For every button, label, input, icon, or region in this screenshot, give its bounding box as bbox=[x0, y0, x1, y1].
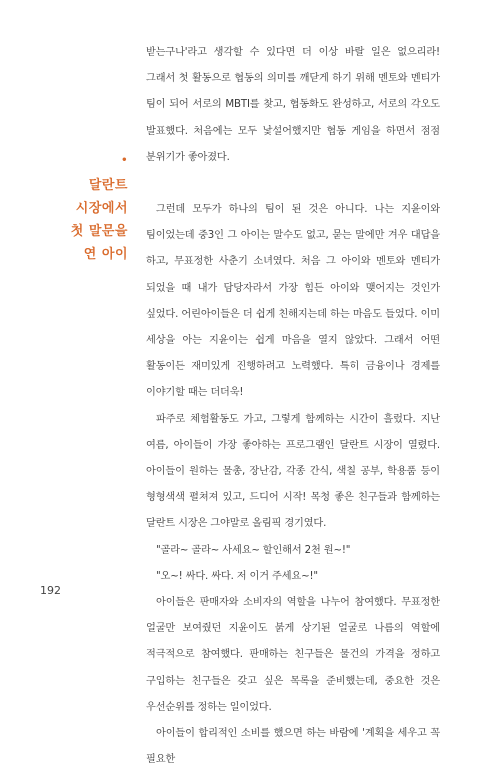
paragraph: 아이들이 합리적인 소비를 했으면 하는 바람에 '계획을 세우고 꼭 필요한 bbox=[146, 728, 440, 766]
dialogue-line: "오~! 싸다. 싸다. 저 이거 주세요~!" bbox=[156, 570, 318, 582]
paragraph: 아이들은 판매자와 소비자의 역할을 나누어 참여했다. 무표정한 얼굴만 보여줬던 지윤이도 붉게 상기된 얼굴로 나름의 역할에 적극적으로 참여했다. 판매하는 친구들은 물건의 가격을 정하고 구입하는 친구들은 갖고 싶은 목록을 준비했는데, 중요한 것은 우선순위를 정하는 일이었다. bbox=[146, 597, 440, 713]
side-note-line: 달란트 bbox=[88, 178, 128, 193]
side-note bbox=[60, 154, 128, 266]
side-note-line: 시장에서 bbox=[75, 201, 128, 216]
paragraph: 그런데 모두가 하나의 팀이 된 것은 아니다. 나는 지윤이와 팀이었는데 중3인 그 아이는 말수도 없고, 묻는 말에만 겨우 대답을 하고, 무표정한 사춘기 소녀였다. 처음 그 아이와 멘토와 멘티가 되었을 때 내가 담당자라서 가장 힘든 아이와 맺어지는 것인가 싶었다. 어린아이들은 더 쉽게 친해지는데 하는 마음도 들었다. 이미 세상을 아는 지윤이는 쉽게 마음을 열지 않았다. 그래서 어떤 활동이든 재미있게 진행하려고 노력했다. 특히 금융이나 경제를 이야기할 때는 더더욱! bbox=[146, 204, 440, 399]
side-note-bullet: • bbox=[121, 155, 128, 166]
side-note-line: 연 아이 bbox=[83, 247, 128, 262]
side-note-line: 첫 말문을 bbox=[70, 224, 128, 239]
paragraph: 받는구나'라고 생각할 수 있다면 더 이상 바랄 일은 없으리라! 그래서 첫 활동으로 협동의 의미를 깨닫게 하기 위해 멘토와 멘티가 팀이 되어 서로의 MBTI를 찾고, 협동화도 완성하고, 서로의 각오도 발표했다. 처음에는 모두 낯설어했지만 협동 게임을 하면서 점점 분위기가 좋아졌다. bbox=[146, 47, 440, 163]
paragraph: 파주로 체험활동도 가고, 그렇게 함께하는 시간이 흘렀다. 지난 여름, 아이들이 가장 좋아하는 프로그램인 달란트 시장이 열렸다. 아이들이 원하는 물총, 장난감, 각종 간식, 색칠 공부, 학용품 등이 형형색색 펼쳐져 있고, 드디어 시작! 목청 좋은 친구들과 함께하는 달란트 시장은 그야말로 올림픽 경기였다. bbox=[146, 413, 440, 530]
dialogue-line: "골라~ 골라~ 사세요~ 할인해서 2천 원~!" bbox=[156, 544, 351, 556]
body-text bbox=[146, 40, 440, 773]
page-number: 192 bbox=[40, 584, 61, 597]
